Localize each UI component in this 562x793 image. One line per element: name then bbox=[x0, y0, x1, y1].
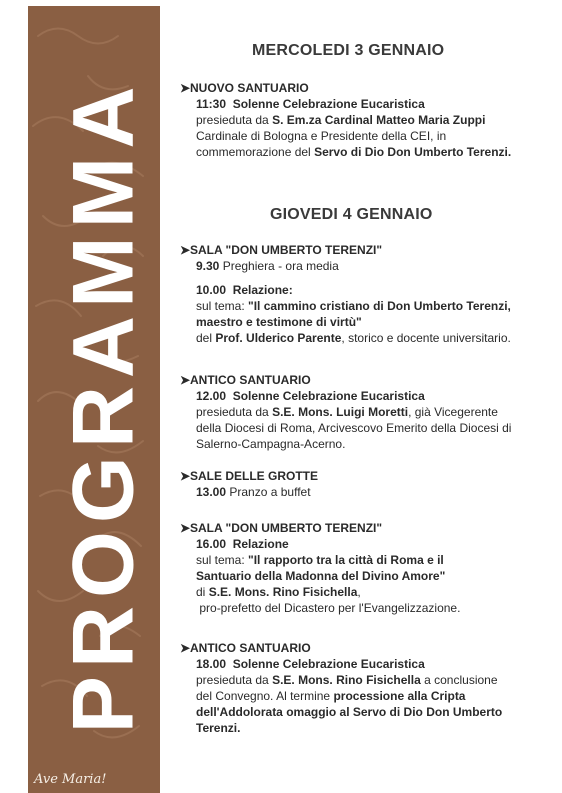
arrow-icon: ➤ bbox=[180, 469, 191, 483]
sidebar-panel bbox=[28, 6, 160, 793]
event-line: 18.00 Solenne Celebrazione Eucaristica bbox=[196, 657, 425, 671]
event-detail: presieduta da S. Em.za Cardinal Matteo Maria Zuppi Cardinale di Bologna e Presidente della CEI, in commemorazione del Servo di Dio Don Umberto Terenzi. bbox=[196, 113, 512, 159]
event-line: 11:30 Solenne Celebrazione Eucaristica bbox=[196, 97, 425, 111]
section-title: ➤ANTICO SANTUARIO bbox=[180, 641, 311, 655]
arrow-icon: ➤ bbox=[180, 373, 191, 387]
signature: Ave Maria! bbox=[34, 772, 107, 787]
section-title: ➤ANTICO SANTUARIO bbox=[180, 373, 311, 387]
section-title: ➤SALE DELLE GROTTE bbox=[180, 469, 319, 483]
event-line: 12.00 Solenne Celebrazione Eucaristica bbox=[196, 389, 425, 403]
event-line: 13.00 Pranzo a buffet bbox=[196, 485, 311, 499]
day2-section-1 bbox=[180, 242, 538, 346]
event-line: 9.30 Preghiera - ora media bbox=[196, 259, 339, 273]
section-title: ➤SALA "DON UMBERTO TERENZI" bbox=[180, 243, 383, 257]
event-detail: presieduta da S.E. Mons. Rino Fisichella a conclusione del Convegno. Al termine processione alla Cripta dell'Addolorata omaggio al Servo di Dio Don Umberto Terenzi. bbox=[196, 673, 503, 735]
arrow-icon: ➤ bbox=[180, 641, 191, 655]
arrow-icon: ➤ bbox=[180, 243, 191, 257]
day1-heading: MERCOLEDI 3 GENNAIO bbox=[252, 42, 445, 59]
event-detail: presieduta da S.E. Mons. Luigi Moretti, già Vicegerente della Diocesi di Roma, Arcivescovo Emerito della Diocesi di Salerno-Campagna-Acerno. bbox=[196, 405, 512, 451]
day1-section bbox=[180, 80, 538, 160]
event-line: 16.00 Relazione bbox=[196, 537, 289, 551]
vertical-title: PROGRAMMA bbox=[55, 78, 152, 734]
event-line: 10.00 Relazione: bbox=[196, 283, 293, 297]
event-detail: sul tema: "Il cammino cristiano di Don Umberto Terenzi, maestro e testimone di virtù" del Prof. Ulderico Parente, storico e docente universitario. bbox=[196, 299, 511, 345]
day2-section-2 bbox=[180, 372, 538, 452]
arrow-icon: ➤ bbox=[180, 521, 191, 535]
section-title: ➤NUOVO SANTUARIO bbox=[180, 81, 309, 95]
day2-section-4 bbox=[180, 520, 538, 616]
day2-heading: GIOVEDI 4 GENNAIO bbox=[270, 206, 433, 223]
day2-section-5 bbox=[180, 640, 538, 736]
day2-section-3 bbox=[180, 468, 538, 500]
event-detail: sul tema: "Il rapporto tra la città di Roma e il Santuario della Madonna del Divino Amore" di S.E. Mons. Rino Fisichella, pro-prefetto del Dicastero per l'Evangelizzazione. bbox=[196, 553, 461, 615]
arrow-icon: ➤ bbox=[180, 81, 191, 95]
section-title: ➤SALA "DON UMBERTO TERENZI" bbox=[180, 521, 383, 535]
